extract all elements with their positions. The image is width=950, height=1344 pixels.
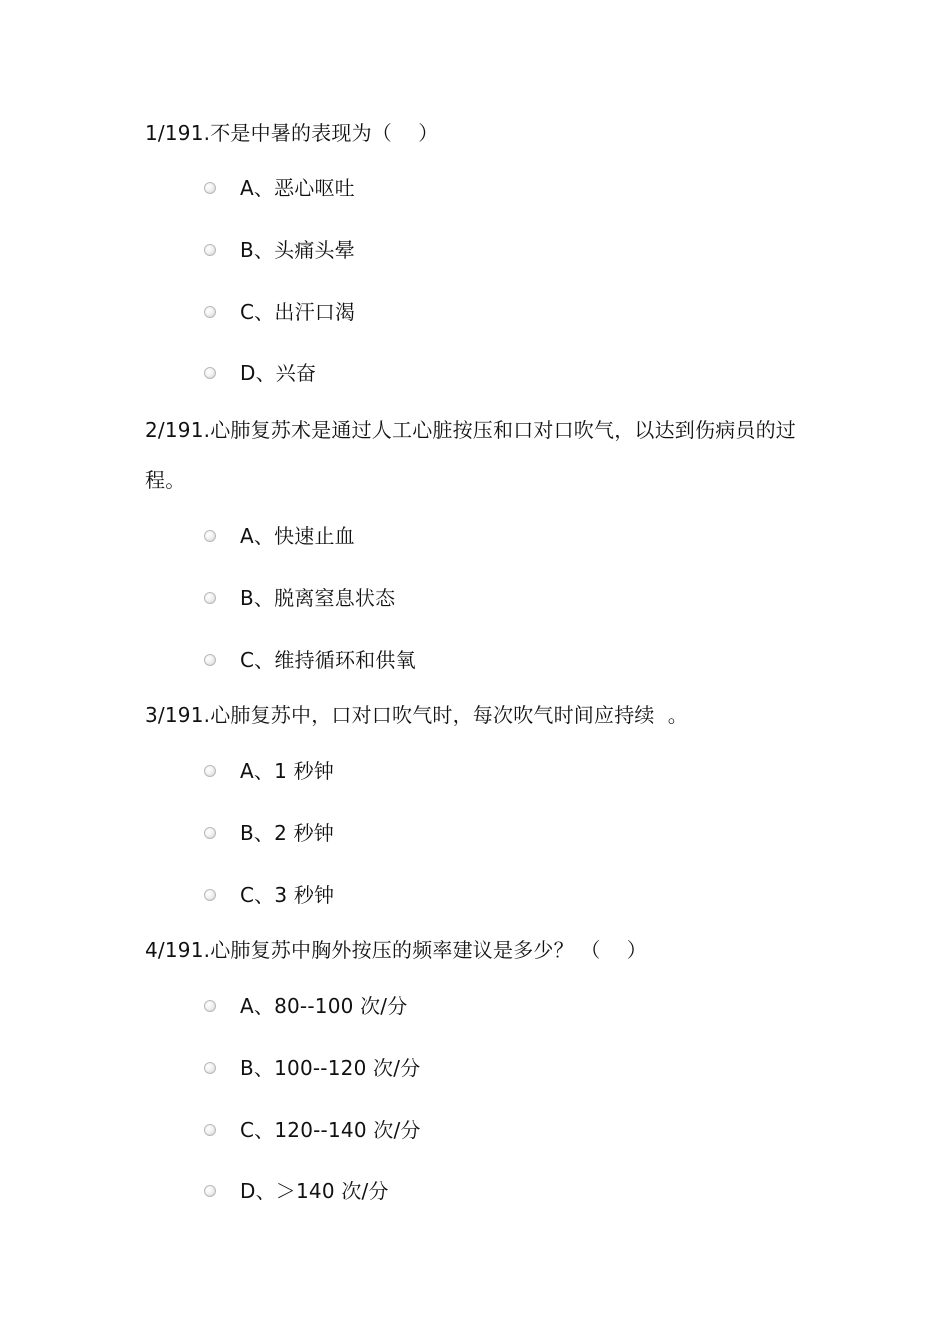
option-label: A、恶心呕吐 <box>240 176 355 200</box>
option-4b[interactable] <box>145 1053 805 1115</box>
question-2-options <box>145 521 805 706</box>
option-label: C、120--140 次/分 <box>240 1117 421 1142</box>
question-1-options <box>145 173 805 420</box>
question-3 <box>145 690 805 941</box>
option-label: C、3 秒钟 <box>240 882 335 907</box>
radio-button[interactable] <box>204 592 216 604</box>
question-1 <box>145 108 805 420</box>
option-2a[interactable] <box>145 521 805 583</box>
question-3-text: 3/191.心肺复苏中，口对口吹气时，每次吹气时间应持续 。 <box>145 703 688 727</box>
option-label: C、出汗口渴 <box>240 299 356 324</box>
radio-button[interactable] <box>204 1062 216 1074</box>
option-label: A、80--100 次/分 <box>240 994 408 1018</box>
question-3-options <box>145 756 805 941</box>
question-4 <box>145 925 805 1238</box>
question-2-text: 2/191.心肺复苏术是通过人工心脏按压和口对口吹气，以达到伤病员的过程。 <box>145 418 796 492</box>
option-label: A、快速止血 <box>240 524 355 548</box>
option-1b[interactable] <box>145 235 805 297</box>
option-4a[interactable] <box>145 991 805 1053</box>
option-2b[interactable] <box>145 583 805 645</box>
radio-button[interactable] <box>204 1185 216 1197</box>
radio-button[interactable] <box>204 306 216 318</box>
radio-button[interactable] <box>204 827 216 839</box>
question-4-options <box>145 991 805 1238</box>
question-2 <box>145 405 805 706</box>
question-1-text: 1/191.不是中暑的表现为（ ） <box>145 121 439 145</box>
radio-button[interactable] <box>204 654 216 666</box>
radio-button[interactable] <box>204 1000 216 1012</box>
option-4c[interactable] <box>145 1115 805 1177</box>
radio-button[interactable] <box>204 889 216 901</box>
option-label: B、2 秒钟 <box>240 820 335 845</box>
option-label: D、兴奋 <box>240 361 317 386</box>
option-4d[interactable] <box>145 1176 805 1238</box>
option-1c[interactable] <box>145 297 805 359</box>
option-label: B、头痛头晕 <box>240 237 355 262</box>
radio-button[interactable] <box>204 765 216 777</box>
radio-button[interactable] <box>204 530 216 542</box>
option-label: B、脱离窒息状态 <box>240 585 396 610</box>
option-label: D、＞140 次/分 <box>240 1179 389 1204</box>
radio-button[interactable] <box>204 367 216 379</box>
option-1a[interactable] <box>145 173 805 235</box>
radio-button[interactable] <box>204 182 216 194</box>
radio-button[interactable] <box>204 1124 216 1136</box>
question-4-text: 4/191.心肺复苏中胸外按压的频率建议是多少？ （ ） <box>145 938 647 962</box>
option-label: B、100--120 次/分 <box>240 1055 421 1080</box>
option-3a[interactable] <box>145 756 805 818</box>
option-label: C、维持循环和供氧 <box>240 647 416 672</box>
option-3b[interactable] <box>145 818 805 880</box>
option-label: A、1 秒钟 <box>240 759 334 783</box>
radio-button[interactable] <box>204 244 216 256</box>
